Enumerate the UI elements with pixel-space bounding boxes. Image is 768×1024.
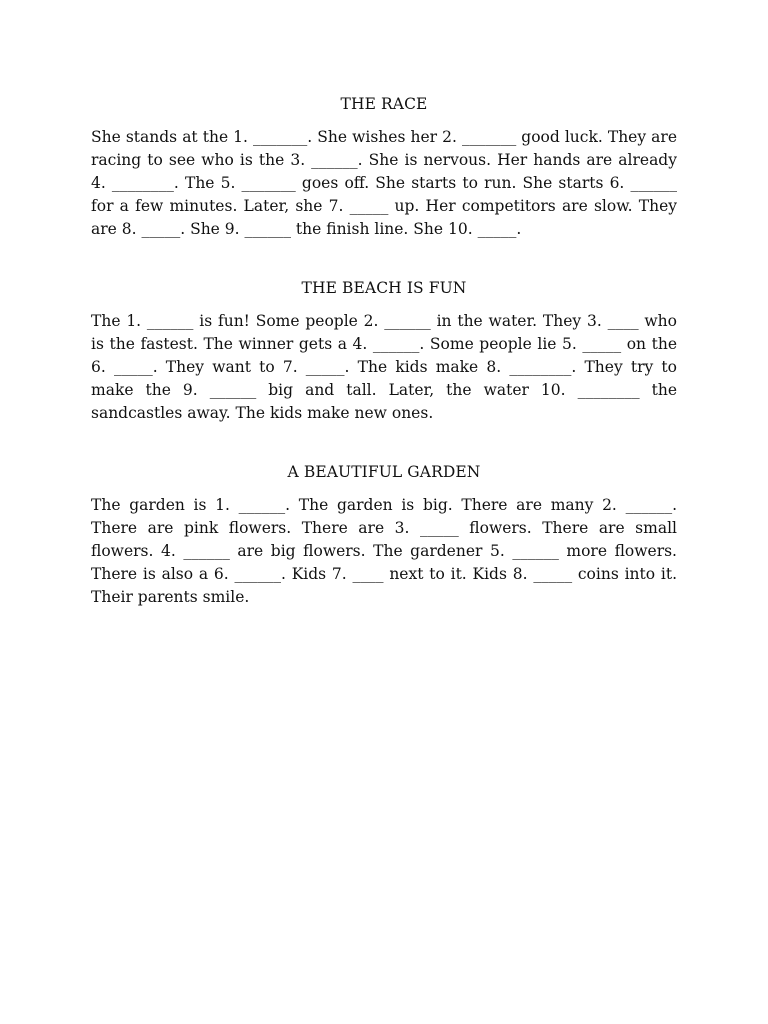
- section-paragraph: She stands at the 1. _______. She wishes her 2. _______ good luck. They are racing to see who is the 3. ______. She is nervous. Her hands are already 4. ________. The 5. _______ goes off. She starts to run. She starts 6. ______ for a few minutes. Later, she 7. _____ up. Her competitors are slow. They are 8. _____. She 9. ______ the finish line. She 10. _____.: [91, 128, 677, 238]
- worksheet-page: [91, 93, 677, 609]
- section-the-beach-is-fun: [91, 277, 677, 425]
- section-paragraph: The 1. ______ is fun! Some people 2. ______ in the water. They 3. ____ who is the fastest. The winner gets a 4. ______. Some people lie 5. _____ on the 6. _____. They want to 7. _____. The kids make 8. ________. They try to make the 9. ______ big and tall. Later, the water 10. ________ the sandcastles away. The kids make new ones.: [91, 312, 677, 422]
- section-title: A BEAUTIFUL GARDEN: [287, 463, 481, 481]
- section-a-beautiful-garden: [91, 461, 677, 609]
- section-title: THE BEACH IS FUN: [301, 279, 467, 297]
- section-paragraph: The garden is 1. ______. The garden is big. There are many 2. ______. There are pink flowers. There are 3. _____ flowers. There are small flowers. 4. ______ are big flowers. The gardener 5. ______ more flowers. There is also a 6. ______. Kids 7. ____ next to it. Kids 8. _____ coins into it. Their parents smile.: [91, 496, 677, 606]
- section-title: THE RACE: [340, 95, 428, 113]
- section-the-race: [91, 93, 677, 241]
